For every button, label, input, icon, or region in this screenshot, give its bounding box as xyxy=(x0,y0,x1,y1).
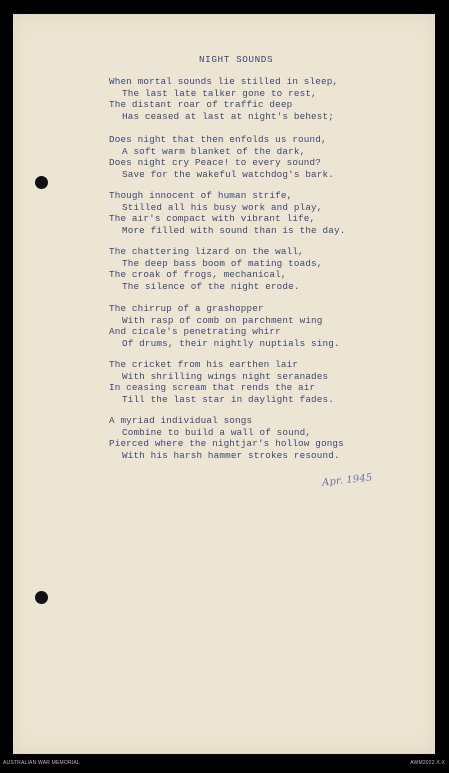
poem-line: A soft warm blanket of the dark, xyxy=(122,145,306,157)
poem-line: The last late talker gone to rest, xyxy=(122,87,317,99)
paper-sheet xyxy=(13,14,435,754)
poem-line: The chattering lizard on the wall, xyxy=(109,246,304,257)
stanza xyxy=(109,415,344,461)
poem-line: Pierced where the nightjar's hollow gongs xyxy=(109,438,344,450)
poem-line: With rasp of comb on parchment wing xyxy=(122,314,323,326)
poem-line: With his harsh hammer strokes resound. xyxy=(122,449,340,461)
poem-line: Till the last star in daylight fades. xyxy=(122,393,334,405)
poem-line: The deep bass boom of mating toads, xyxy=(122,257,323,269)
poem-line: The cricket from his earthen lair xyxy=(109,359,299,370)
stanza xyxy=(109,76,338,122)
poem-line: Though innocent of human strife, xyxy=(109,190,293,201)
poem-line: The croak of frogs, mechanical, xyxy=(109,269,287,281)
poem-line: Does night that then enfolds us round, xyxy=(109,134,327,145)
poem-line: Does night cry Peace! to every sound? xyxy=(109,157,321,169)
stanza xyxy=(109,359,334,405)
poem-line: Combine to build a wall of sound, xyxy=(122,426,312,438)
poem-line: More filled with sound than is the day. xyxy=(122,224,346,236)
handwritten-date: Apr. 1945 xyxy=(321,472,373,489)
poem-line: Of drums, their nightly nuptials sing. xyxy=(122,337,340,349)
poem-line: And cicale's penetrating whirr xyxy=(109,326,281,338)
poem-line: Has ceased at last at night's behest; xyxy=(122,110,334,122)
stanza xyxy=(109,303,340,349)
punch-hole xyxy=(35,176,48,189)
poem-line: The air's compact with vibrant life, xyxy=(109,213,316,225)
footer-credit: AUSTRALIAN WAR MEMORIAL xyxy=(3,760,80,766)
poem-title: NIGHT SOUNDS xyxy=(199,54,274,65)
poem-line: The distant roar of traffic deep xyxy=(109,99,293,111)
stanza xyxy=(109,134,334,180)
poem-line: The silence of the night erode. xyxy=(122,280,300,292)
poem-line: Save for the wakeful watchdog's bark. xyxy=(122,168,334,180)
poem-line: In ceasing scream that rends the air xyxy=(109,382,316,394)
poem-line: When mortal sounds lie stilled in sleep, xyxy=(109,76,339,87)
poem-line: A myriad individual songs xyxy=(109,415,253,426)
poem-line: Stilled all his busy work and play, xyxy=(122,201,323,213)
stanza xyxy=(109,246,323,292)
punch-hole xyxy=(35,591,48,604)
poem-line: The chirrup of a grashopper xyxy=(109,303,264,314)
footer-reference: AWM2022.X.X xyxy=(410,760,445,766)
stanza xyxy=(109,190,345,236)
poem-line: With shrilling wings night seranades xyxy=(122,370,329,382)
